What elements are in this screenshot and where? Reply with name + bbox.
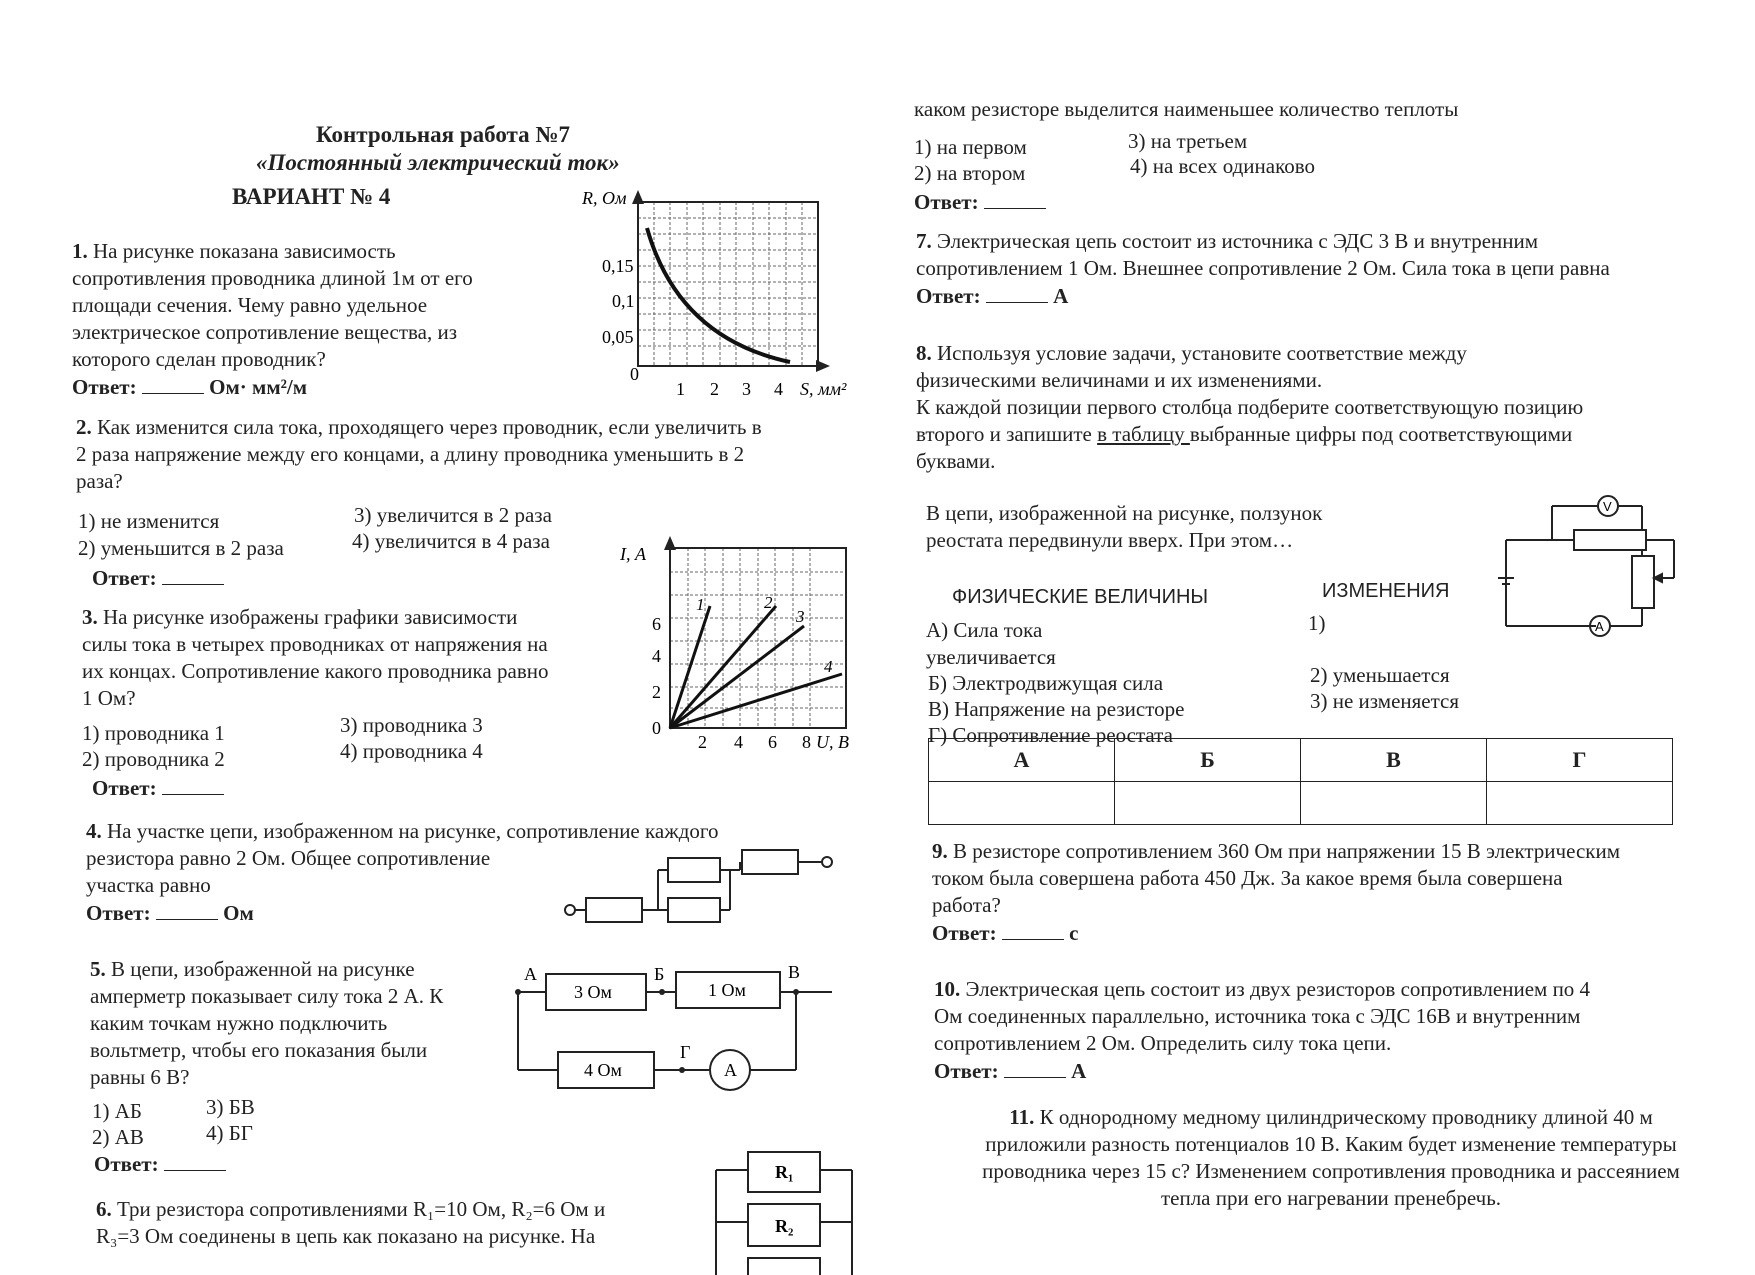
graph1-x-arrow: [816, 360, 830, 372]
resistor: [1574, 530, 1646, 550]
r-4-ohm-label: 4 Ом: [584, 1060, 622, 1080]
q8-condition: [926, 500, 1322, 554]
q4-answer-label: Ответ:: [86, 901, 151, 925]
graph1-grid: [638, 202, 818, 366]
q2-option-1[interactable]: 1) не изменится: [78, 509, 220, 533]
q6-answer-label: Ответ:: [914, 190, 979, 214]
q3-option-1[interactable]: 1) проводника 1: [82, 721, 225, 745]
q10-answer-label: Ответ:: [934, 1059, 999, 1083]
q9-line: В резисторе сопротивлением 360 Ом при напряжении 15 В электрическим: [953, 839, 1621, 863]
r1-label: R₁: [775, 1162, 794, 1182]
q4-line: На участке цепи, изображенном на рисунке, сопротивление каждого: [107, 819, 719, 843]
q3-option-3[interactable]: 3) проводника 3: [340, 713, 483, 737]
graph1-xtick: 4: [774, 379, 783, 399]
graph3-ytick: 2: [652, 682, 661, 702]
q8-line: второго и запишите: [916, 422, 1098, 446]
graph3-line-label: 2: [764, 593, 773, 612]
q8-line: выбранные цифры под соответствующими: [1189, 422, 1573, 446]
q6-option-2[interactable]: 2) на втором: [914, 161, 1026, 185]
q6-line: Три резистора сопротивлениями R₁=10 Ом, R₂=6 Ом и: [117, 1197, 606, 1221]
r2-label: R₂: [775, 1216, 794, 1236]
q2-answer-label: Ответ:: [92, 566, 157, 590]
graph3-line-label: 1: [696, 595, 705, 614]
question-5: [90, 956, 490, 1091]
q8-item-b: Б) Электродвижущая сила: [928, 671, 1164, 695]
q8-answer-table: [928, 738, 1673, 825]
question-9: [932, 838, 1722, 947]
q7-line: сопротивлением 1 Ом. Внешнее сопротивление 2 Ом. Сила тока в цепи равна: [916, 256, 1610, 280]
r-3-ohm-label: 3 Ом: [574, 982, 612, 1002]
q6-option-4[interactable]: 4) на всех одинаково: [1130, 154, 1316, 178]
circuit-q6: [712, 1134, 862, 1275]
q8-option-1-text: увеличивается: [926, 645, 1056, 669]
q8-col1-head: ФИЗИЧЕСКИЕ ВЕЛИЧИНЫ: [952, 586, 1209, 608]
q8-answer-cell-g[interactable]: [1487, 782, 1673, 825]
q4-line: участка равно: [86, 873, 211, 897]
q10-line: Электрическая цепь состоит из двух резисторов сопротивлением по 4: [965, 977, 1591, 1001]
q8-item-g: Г) Сопротивление реостата: [928, 723, 1173, 747]
q8-item-a: А) Сила тока: [926, 618, 1043, 642]
q9-number: 9.: [932, 839, 948, 863]
q10-answer-field[interactable]: [1004, 1057, 1066, 1078]
q7-number: 7.: [916, 229, 932, 253]
graph3-line-1: [670, 606, 710, 728]
q3-line: их концах. Сопротивление какого проводника равно: [82, 659, 549, 683]
question-1: [72, 238, 542, 401]
rheostat: [1632, 556, 1654, 608]
q10-answer-unit: А: [1071, 1059, 1087, 1083]
q8-table-header-row: [929, 739, 1673, 782]
q1-line: площади сечения. Чему равно удельное: [72, 293, 428, 317]
q1-line: сопротивления проводника длиной 1м от его: [72, 266, 473, 290]
q6-option-1[interactable]: 1) на первом: [914, 135, 1027, 159]
q8-table-answer-row: [929, 782, 1673, 825]
q8-table-header: Б: [1115, 739, 1301, 782]
q4-answer-unit: Ом: [223, 901, 254, 925]
question-8: [916, 340, 1696, 475]
q6-continuation: каком резисторе выделится наименьшее количество теплоты: [914, 97, 1459, 121]
graph3-ytick: 0: [652, 718, 661, 738]
q2-line: Как изменится сила тока, проходящего через проводник, если увеличить в: [97, 415, 762, 439]
graph1-xlabel: S, мм²: [800, 379, 847, 399]
graph3-line-label: 4: [824, 657, 833, 676]
point-v: В: [788, 962, 801, 982]
q8-option-1-num: 1): [1308, 611, 1326, 635]
q5-line: В цепи, изображенной на рисунке: [111, 957, 415, 981]
graph1-frame: [638, 202, 818, 366]
q3-option-4[interactable]: 4) проводника 4: [340, 739, 483, 763]
q6-line: R₃=3 Ом соединены в цепь как показано на рисунке. На: [96, 1224, 596, 1248]
q2-line: 2 раза напряжение между его концами, а длину проводника уменьшить в 2: [76, 442, 745, 466]
question-6: [96, 1196, 686, 1250]
q9-line: током была совершена работа 450 Дж. За какое время была совершена: [932, 866, 1563, 890]
point-b: Б: [654, 964, 665, 984]
terminal-right: [822, 857, 832, 867]
q8-answer-cell-a[interactable]: [929, 782, 1115, 825]
q2-number: 2.: [76, 415, 92, 439]
q6-number: 6.: [96, 1197, 112, 1221]
q2-option-3[interactable]: 3) увеличится в 2 раза: [354, 503, 552, 527]
q9-answer-label: Ответ:: [932, 921, 997, 945]
q2-option-2[interactable]: 2) уменьшится в 2 раза: [78, 536, 284, 560]
q11-number: 11.: [1009, 1105, 1035, 1129]
q1-line: которого сделан проводник?: [72, 347, 326, 371]
graph-current-vs-voltage: [606, 536, 866, 758]
q10-line: Ом соединенных параллельно, источника тока с ЭДС 16В и внутренним: [934, 1004, 1581, 1028]
circuit-q5: [512, 960, 840, 1100]
q8-table-link: в таблицу: [1097, 422, 1190, 446]
q8-option-2: 2) уменьшается: [1310, 663, 1450, 687]
graph3-xlabel: U, В: [816, 732, 849, 752]
q7-answer-field[interactable]: [986, 282, 1048, 303]
q6-option-3[interactable]: 3) на третьем: [1128, 129, 1248, 153]
graph1-ytick: 0,05: [602, 327, 634, 347]
q2-answer-field[interactable]: [162, 564, 224, 585]
graph3-xtick: 8: [802, 732, 811, 752]
graph3-y-arrow: [664, 536, 676, 550]
q10-number: 10.: [934, 977, 961, 1001]
graph3-xtick: 2: [698, 732, 707, 752]
q4-line: резистора равно 2 Ом. Общее сопротивление: [86, 846, 491, 870]
q7-answer-label: Ответ:: [916, 284, 981, 308]
q6-answer-field[interactable]: [984, 188, 1046, 209]
resistor: [742, 850, 798, 874]
q9-line: работа?: [932, 893, 1001, 917]
q5-answer-field[interactable]: [164, 1150, 226, 1171]
q8-line: физическими величинами и их изменениями.: [916, 368, 1323, 392]
graph1-ytick: 0,1: [612, 291, 635, 311]
q5-option-3[interactable]: 3) БВ: [206, 1095, 255, 1119]
graph3-lines: [670, 606, 842, 728]
point-a: А: [524, 964, 537, 984]
q5-line: вольтметр, чтобы его показания были: [90, 1038, 428, 1062]
r-1-ohm-label: 1 Ом: [708, 980, 746, 1000]
point-g: Г: [680, 1042, 691, 1062]
q3-answer-label: Ответ:: [92, 776, 157, 800]
question-10: [934, 976, 1724, 1085]
q5-line: равны 6 В?: [90, 1065, 190, 1089]
q3-line: силы тока в четырех проводниках от напряжения на: [82, 632, 548, 656]
ammeter-label: А: [724, 1060, 737, 1080]
q8-option-3: 3) не изменяется: [1310, 689, 1460, 713]
graph-resistance-vs-area: [568, 188, 858, 404]
graph1-ytick: 0,15: [602, 256, 634, 276]
q1-line: На рисунке показана зависимость: [93, 239, 396, 263]
q8-table-header: Г: [1487, 739, 1673, 782]
q11-line: приложили разность потенциалов 10 В. Каким будет изменение температуры: [985, 1132, 1677, 1156]
graph3-ylabel: I, А: [620, 544, 646, 564]
q8-condition-line: В цепи, изображенной на рисунке, ползунок: [926, 501, 1323, 525]
graph1-ytick: 0: [630, 364, 639, 384]
q8-table-header: В: [1301, 739, 1487, 782]
resistor: [586, 898, 642, 922]
graph3-xtick: 4: [734, 732, 743, 752]
q2-line: раза?: [76, 469, 123, 493]
q8-line: буквами.: [916, 449, 996, 473]
q3-line: На рисунке изображены графики зависимости: [103, 605, 518, 629]
q1-number: 1.: [72, 239, 88, 263]
graph1-y-arrow: [632, 190, 644, 204]
q7-answer-unit: А: [1053, 284, 1069, 308]
q3-line: 1 Ом?: [82, 686, 136, 710]
page-subtitle: «Постоянный электрический ток»: [256, 150, 620, 175]
q2-option-4[interactable]: 4) увеличится в 4 раза: [352, 529, 550, 553]
q11-line: тепла при его нагревании пренебречь.: [1160, 1186, 1502, 1210]
graph3-xtick: 6: [768, 732, 777, 752]
question-7: [916, 228, 1716, 310]
voltmeter-label: V: [1603, 499, 1612, 514]
q1-answer-field[interactable]: [142, 373, 204, 394]
q5-option-4[interactable]: 4) БГ: [206, 1121, 253, 1145]
q3-option-2[interactable]: 2) проводника 2: [82, 747, 225, 771]
q4-number: 4.: [86, 819, 102, 843]
resistor-r3: [748, 1258, 820, 1275]
q3-number: 3.: [82, 605, 98, 629]
graph3-line-4: [670, 674, 842, 728]
q9-answer-field[interactable]: [1002, 919, 1064, 940]
ammeter-label: A: [1595, 619, 1604, 634]
q5-line: амперметр показывает силу тока 2 А. К: [90, 984, 444, 1008]
q5-line: каким точкам нужно подключить: [90, 1011, 388, 1035]
q3-answer-field[interactable]: [162, 774, 224, 795]
question-2: [76, 414, 856, 495]
q8-condition-line: реостата передвинули вверх. При этом…: [926, 528, 1294, 552]
q8-answer-cell-b[interactable]: [1115, 782, 1301, 825]
terminal-left: [565, 905, 575, 915]
q8-table-header: А: [929, 739, 1115, 782]
q4-answer-field[interactable]: [156, 899, 218, 920]
q7-line: Электрическая цепь состоит из источника с ЭДС 3 В и внутренним: [937, 229, 1539, 253]
q8-number: 8.: [916, 341, 932, 365]
circuit-q4: [562, 840, 838, 926]
q1-line: электрическое сопротивление вещества, из: [72, 320, 458, 344]
q8-line: Используя условие задачи, установите соответствие между: [937, 341, 1467, 365]
q8-line: К каждой позиции первого столбца подберите соответствующую позицию: [916, 395, 1584, 419]
q8-answer-cell-v[interactable]: [1301, 782, 1487, 825]
circuit-q8: [1492, 488, 1684, 644]
graph1-ylabel: R, Ом: [582, 188, 627, 208]
graph1-xtick: 2: [710, 379, 719, 399]
q11-line: К однородному медному цилиндрическому проводнику длиной 40 м: [1039, 1105, 1653, 1129]
graph1-xtick: 1: [676, 379, 685, 399]
graph1-xtick: 3: [742, 379, 751, 399]
graph3-line-label: 3: [796, 607, 805, 626]
resistor: [668, 858, 720, 882]
resistor: [668, 898, 720, 922]
question-11: [936, 1104, 1726, 1212]
page-title: Контрольная работа №7: [316, 122, 570, 147]
variant-label: ВАРИАНТ № 4: [232, 184, 391, 209]
q8-col2-head: ИЗМЕНЕНИЯ: [1322, 580, 1450, 602]
question-3: [82, 604, 642, 712]
q11-line: проводника через 15 с? Изменением сопротивления проводника и рассеянием: [982, 1159, 1680, 1183]
graph3-ytick: 4: [652, 646, 661, 666]
q5-option-2[interactable]: 2) АВ: [92, 1125, 144, 1149]
q1-answer-label: Ответ:: [72, 375, 137, 399]
q8-item-v: В) Напряжение на резисторе: [928, 697, 1185, 721]
q9-answer-unit: с: [1069, 921, 1079, 945]
q10-line: сопротивлением 2 Ом. Определить силу тока цепи.: [934, 1031, 1392, 1055]
q5-answer-label: Ответ:: [94, 1152, 159, 1176]
graph3-ytick: 6: [652, 614, 661, 634]
q5-number: 5.: [90, 957, 106, 981]
q5-option-1[interactable]: 1) АБ: [92, 1099, 142, 1123]
q1-answer-unit: Ом· мм²/м: [209, 375, 308, 399]
